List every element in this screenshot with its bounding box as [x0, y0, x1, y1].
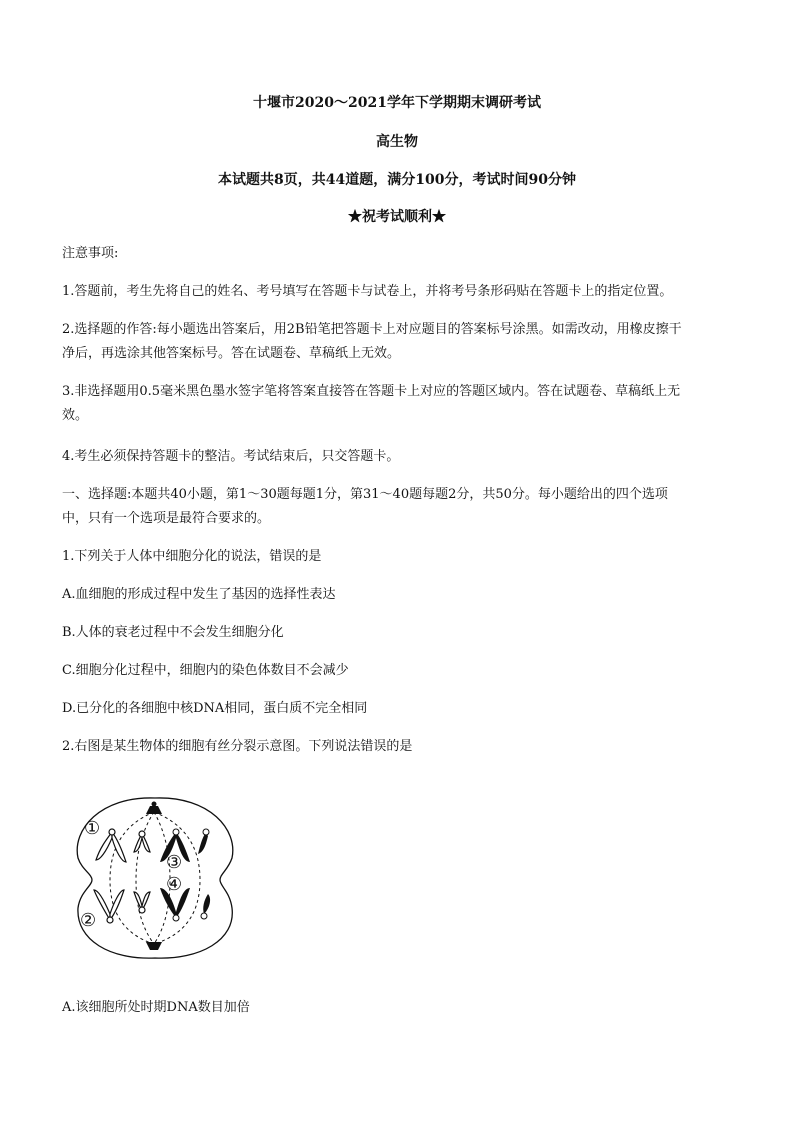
subject-title: 高生物 — [376, 134, 418, 150]
q1-stem: 1.下列关于人体中细胞分化的说法，错误的是 — [62, 549, 322, 564]
notes-item-3: 3.非选择题用0.5毫米黑色墨水签字笔将答案直接答在答题卡上对应的答题区域内。答在试题卷、草稿纸上无 — [62, 384, 681, 399]
section-heading: 一、选择题:本题共40小题，第1～30题每题1分，第31～40题每题2分，共50分。每小题给出的四个选项 — [62, 487, 668, 502]
q2-stem: 2.右图是某生物体的细胞有丝分裂示意图。下列说法错误的是 — [62, 739, 413, 754]
spindle-fibers — [110, 812, 200, 944]
notes-item-1: 1.答题前，考生先将自己的姓名、考号填写在答题卡与试卷上，并将考号条形码贴在答题卡上的指定位置。 — [62, 284, 673, 299]
q1-option-a: A.血细胞的形成过程中发生了基因的选择性表达 — [62, 587, 336, 602]
notes-item-2: 2.选择题的作答:每小题选出答案后，用2B铅笔把答题卡上对应题目的答案标号涂黑。如需改动，用橡皮擦干 — [62, 322, 682, 337]
label-2: ② — [80, 910, 97, 931]
label-3: ③ — [166, 852, 183, 873]
q1-option-c: C.细胞分化过程中，细胞内的染色体数目不会减少 — [62, 663, 349, 678]
chromosome-small-open — [134, 831, 150, 852]
notes-heading: 注意事项: — [62, 246, 119, 261]
notes-item-3-cont: 效。 — [62, 408, 89, 423]
q1-option-b: B.人体的衰老过程中不会发生细胞分化 — [62, 625, 284, 640]
q1-option-d: D.已分化的各细胞中核DNA相同，蛋白质不完全相同 — [62, 701, 368, 716]
exam-info: 本试题共8页，共44道题，满分100分，考试时间90分钟 — [218, 172, 576, 188]
chromosome-small-filled-top — [198, 829, 209, 854]
mitosis-cell-diagram — [70, 790, 240, 965]
notes-item-2-cont: 净后，再选涂其他答案标号。答在试题卷、草稿纸上无效。 — [62, 346, 401, 361]
exam-wish: ★祝考试顺利★ — [348, 209, 446, 225]
chromosome-1-open — [96, 829, 126, 862]
cell-membrane — [77, 798, 233, 958]
exam-title: 十堰市2020～2021学年下学期期末调研考试 — [253, 95, 541, 111]
q2-option-a: A.该细胞所处时期DNA数目加倍 — [62, 1000, 250, 1015]
chromosome-small-open-bottom — [134, 892, 150, 913]
notes-item-4: 4.考生必须保持答题卡的整洁。考试结束后，只交答题卡。 — [62, 449, 400, 464]
centriole-top — [152, 802, 157, 807]
section-heading-cont: 中，只有一个选项是最符合要求的。 — [62, 511, 271, 526]
label-4: ④ — [166, 874, 183, 895]
label-1: ① — [84, 818, 101, 839]
chromosome-small-filled-bottom — [201, 894, 210, 919]
